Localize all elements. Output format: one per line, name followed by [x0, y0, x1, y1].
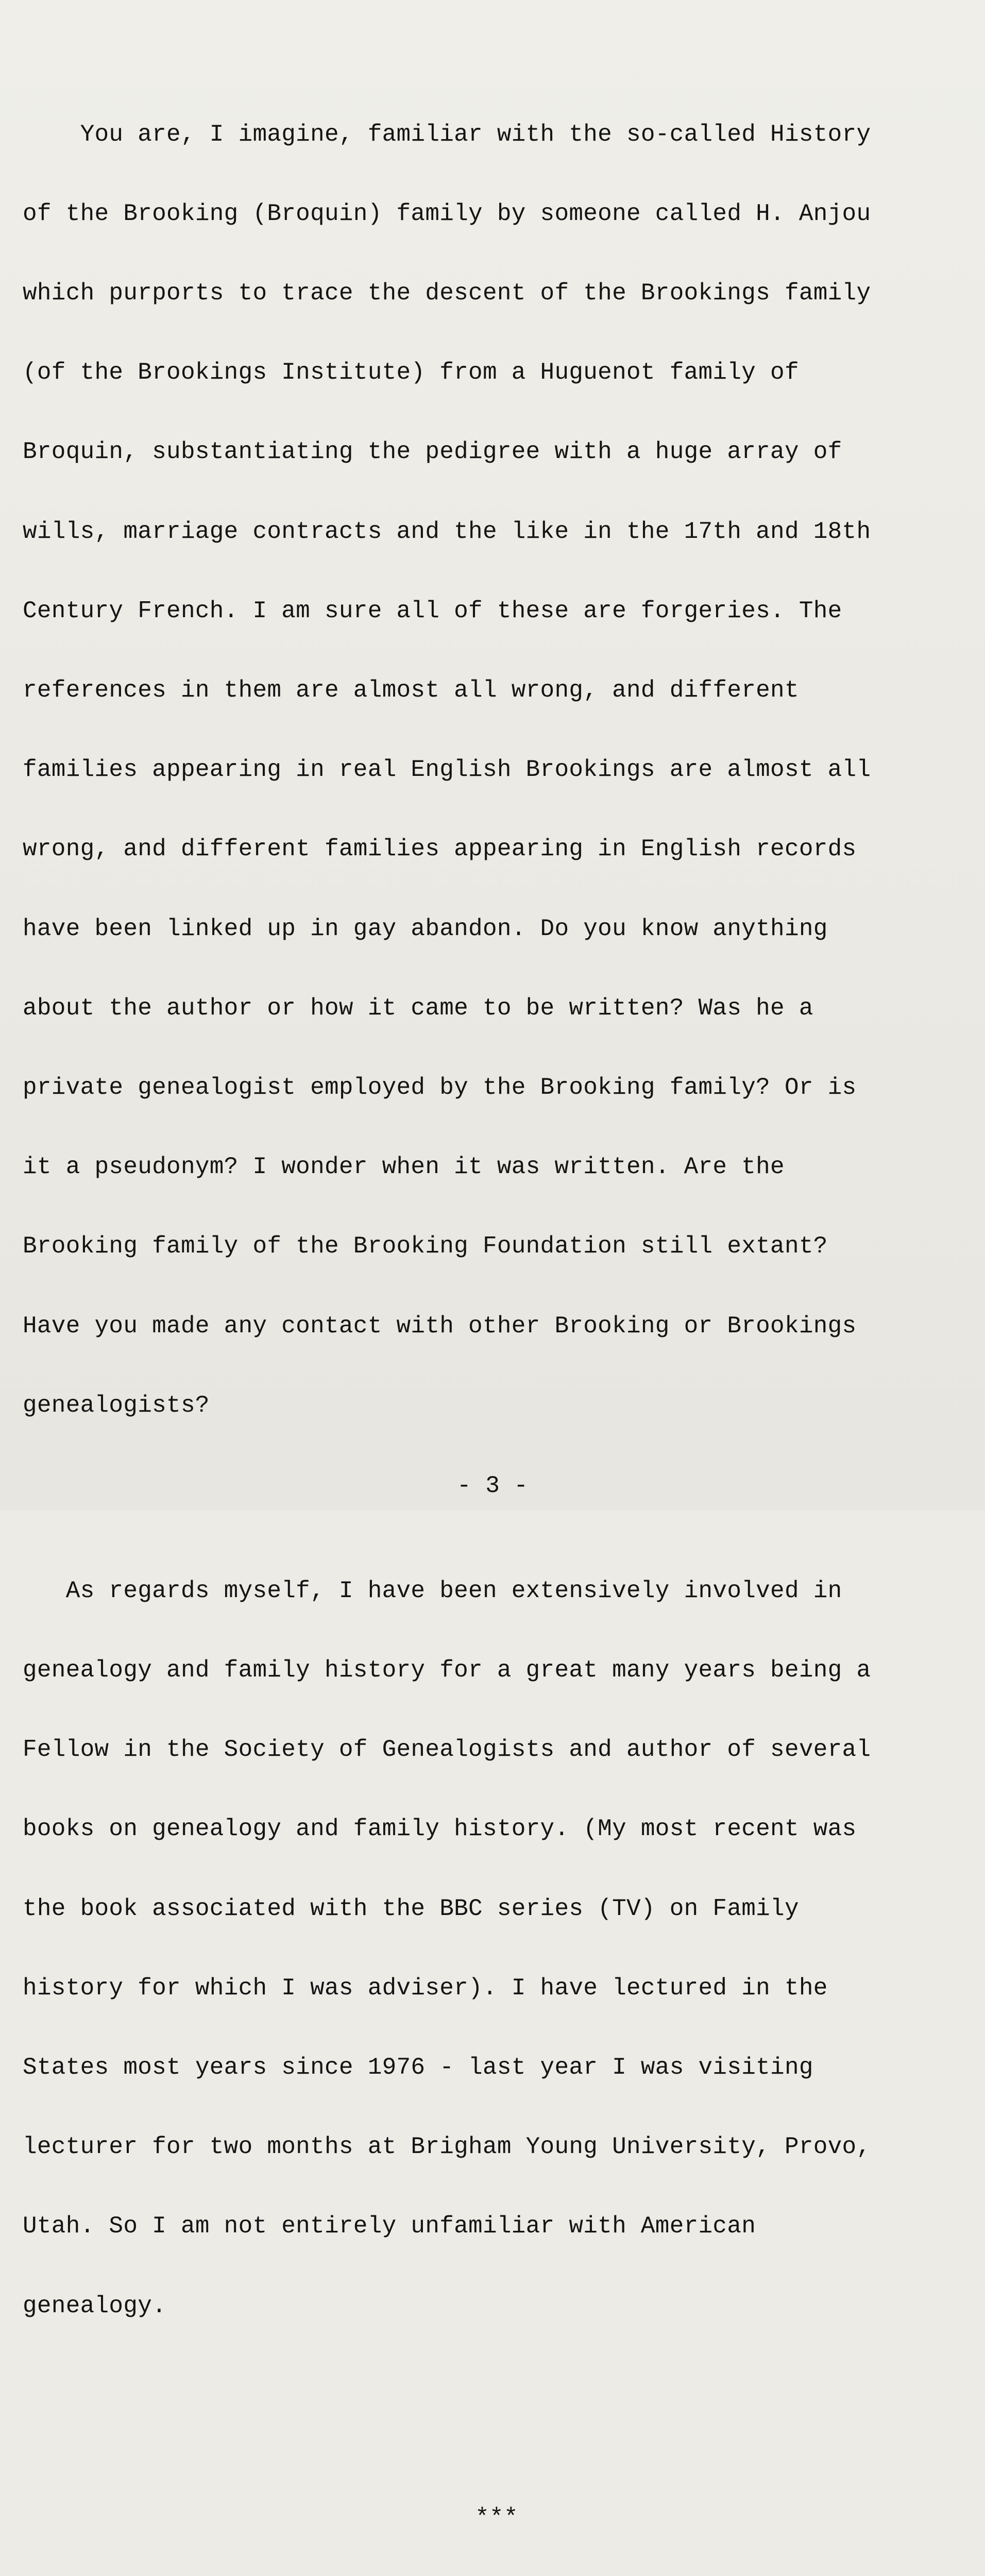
text-line: Broquin, substantiating the pedigree with a huge array of	[23, 438, 842, 466]
text-line: As regards myself, I have been extensively involved in	[23, 1577, 842, 1604]
text-line: history for which I was adviser). I have lectured in the	[23, 1974, 828, 2002]
text-line: references in them are almost all wrong, and different	[23, 677, 799, 704]
paragraph-forgeries	[23, 69, 971, 1472]
text-line: have been linked up in gay abandon. Do you know anything	[23, 915, 828, 942]
text-line: lecturer for two months at Brigham Young University, Provo,	[23, 2133, 871, 2161]
section-separator: ***	[475, 2504, 518, 2531]
text-line: genealogists?	[23, 1392, 210, 1419]
text-line: genealogy.	[23, 2292, 167, 2319]
text-line: private genealogist employed by the Brooking family? Or is	[23, 1074, 857, 1101]
page-number: - 3 -	[456, 1472, 529, 1499]
text-line: it a pseudonym? I wonder when it was written. Are the	[23, 1154, 785, 1181]
document-body	[23, 15, 971, 2576]
text-line: Fellow in the Society of Genealogists and author of several	[23, 1736, 871, 1764]
text-line: about the author or how it came to be written? Was he a	[23, 994, 813, 1022]
text-line: Brooking family of the Brooking Foundation still extant?	[23, 1233, 828, 1260]
text-line: Century French. I am sure all of these are forgeries. The	[23, 597, 842, 624]
text-line: States most years since 1976 - last year I was visiting	[23, 2054, 813, 2081]
text-line: which purports to trace the descent of the Brookings family	[23, 280, 871, 307]
text-line: Have you made any contact with other Brooking or Brookings	[23, 1312, 857, 1340]
text-line: of the Brooking (Broquin) family by someone called H. Anjou	[23, 200, 871, 227]
blank-line	[23, 2426, 971, 2452]
text-line: the book associated with the BBC series (TV) on Family	[23, 1895, 799, 1922]
paragraph-author-background	[23, 1525, 971, 2372]
text-line: books on genealogy and family history. (My most recent was	[23, 1816, 857, 1843]
text-line: families appearing in real English Brookings are almost all	[23, 756, 871, 784]
text-line: (of the Brookings Institute) from a Huguenot family of	[23, 359, 799, 386]
text-line: You are, I imagine, familiar with the so-called History	[23, 121, 871, 148]
text-line: genealogy and family history for a great many years being a	[23, 1656, 871, 1684]
text-line: wrong, and different families appearing in English records	[23, 836, 857, 863]
text-line: Utah. So I am not entirely unfamiliar with American	[23, 2213, 756, 2240]
text-line: wills, marriage contracts and the like in the 17th and 18th	[23, 518, 871, 545]
